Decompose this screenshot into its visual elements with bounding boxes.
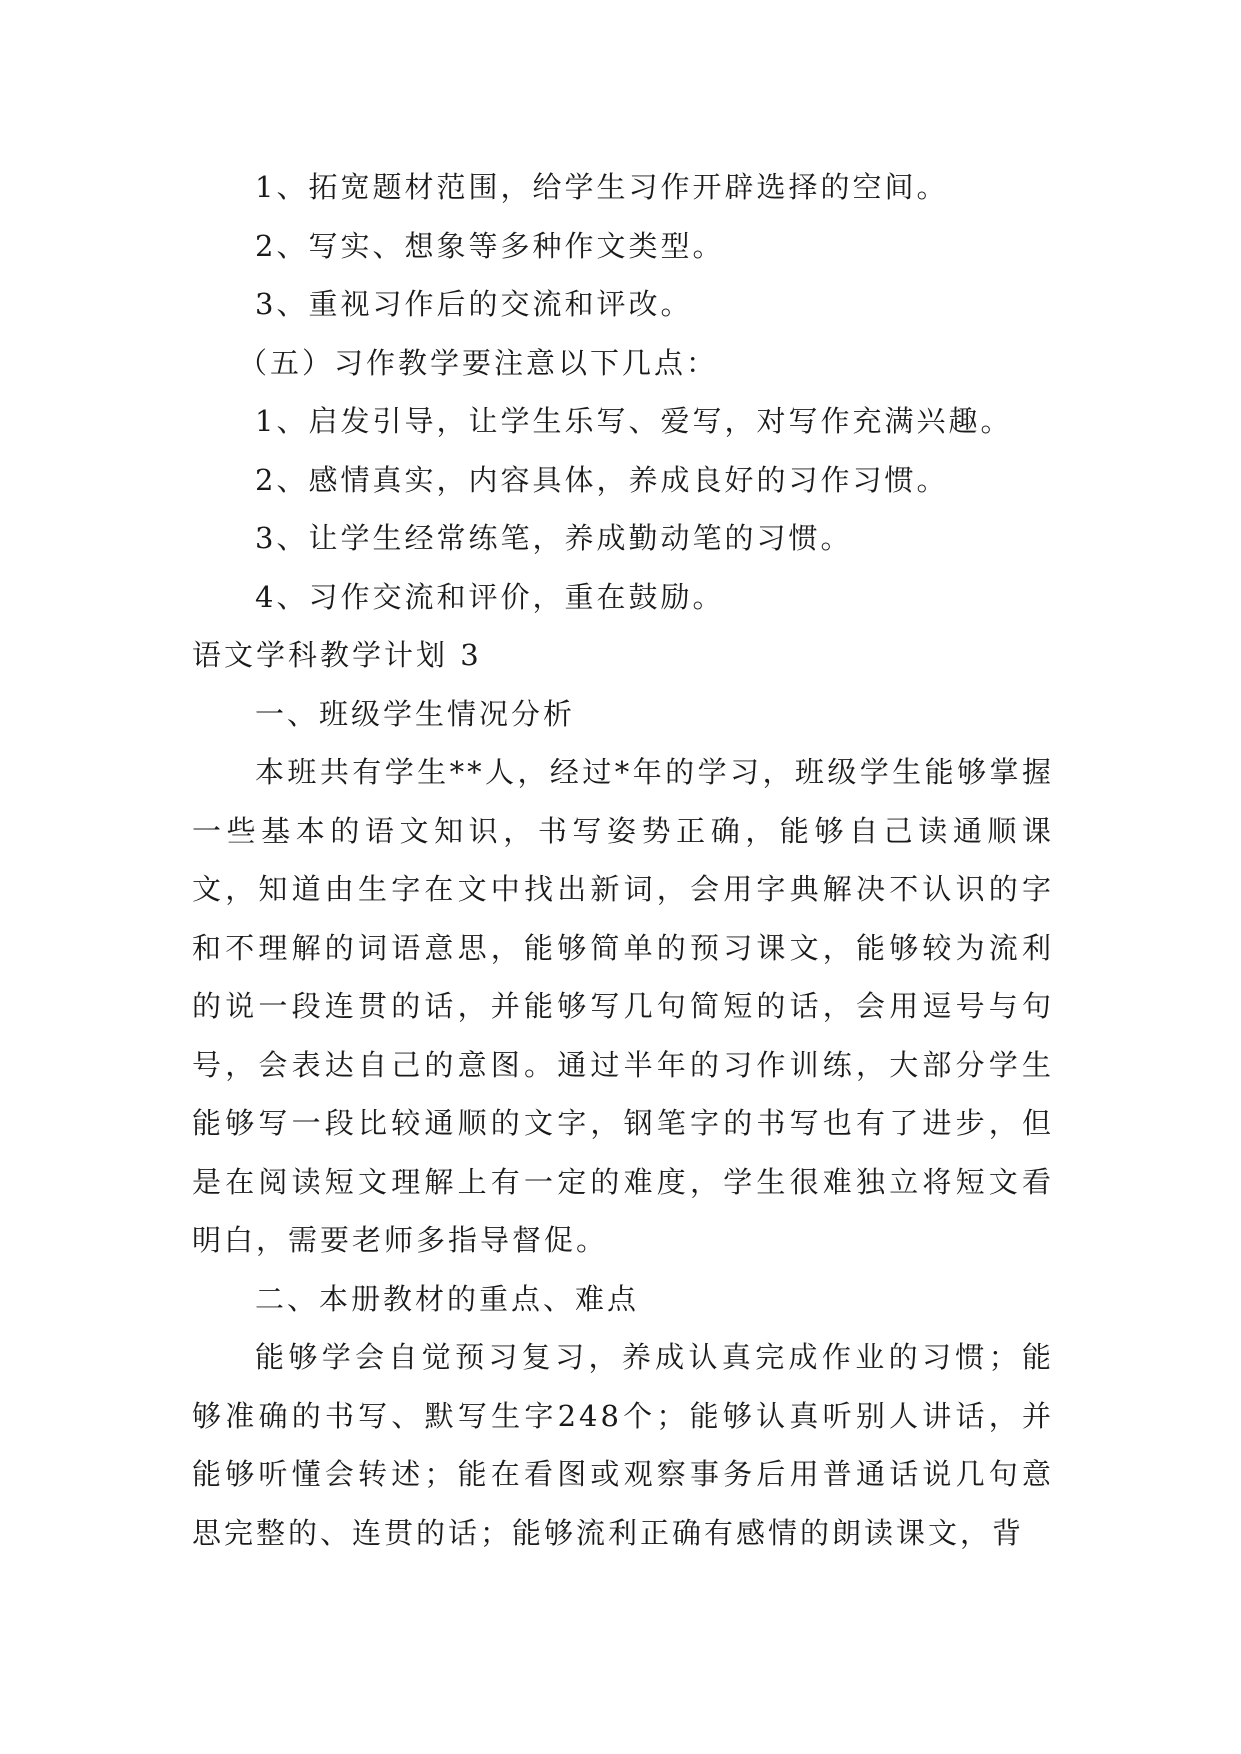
heading-class-analysis: 一、班级学生情况分析 — [255, 696, 576, 731]
list-item: 2、写实、想象等多种作文类型。 — [255, 228, 725, 263]
list-item: 1、启发引导，让学生乐写、爱写，对写作充满兴趣。 — [255, 404, 1013, 438]
section-title: 语文学科教学计划 3 — [192, 638, 482, 672]
heading-key-points: 二、本册教材的重点、难点 — [255, 1281, 640, 1316]
list-item: 2、感情真实，内容具体，养成良好的习作习惯。 — [255, 462, 949, 497]
paragraph-key-points: 能够学会自觉预习复习，养成认真完成作业的习惯；能够准确的书写、默写生字248个；能够认真听别人讲话，并能够听懂会转述；能在看图或观察事务后用普通话说几句意思完整的、连贯的话；能够流利正确有感情的朗读课文，背 — [192, 1340, 1054, 1550]
list-item: 3、重视习作后的交流和评改。 — [255, 287, 693, 321]
document-body — [192, 158, 1054, 1562]
list-item: 1、拓宽题材范围，给学生习作开辟选择的空间。 — [255, 170, 949, 204]
subsection-heading: （五）习作教学要注意以下几点： — [238, 345, 719, 380]
list-item: 4、习作交流和评价，重在鼓励。 — [255, 579, 725, 614]
paragraph-class-analysis: 本班共有学生**人，经过*年的学习，班级学生能够掌握一些基本的语文知识，书写姿势正确，能够自己读通顺课文，知道由生字在文中找出新词，会用字典解决不认识的字和不理解的词语意思，能够简单的预习课文，能够较为流利的说一段连贯的话，并能够写几句简短的话，会用逗号与句号，会表达自己的意图。通过半年的习作训练，大部分学生能够写一段比较通顺的文字，钢笔字的书写也有了进步，但是在阅读短文理解上有一定的难度，学生很难独立将短文看明白，需要老师多指导督促。 — [192, 755, 1054, 1257]
list-item: 3、让学生经常练笔，养成勤动笔的习惯。 — [255, 521, 853, 555]
